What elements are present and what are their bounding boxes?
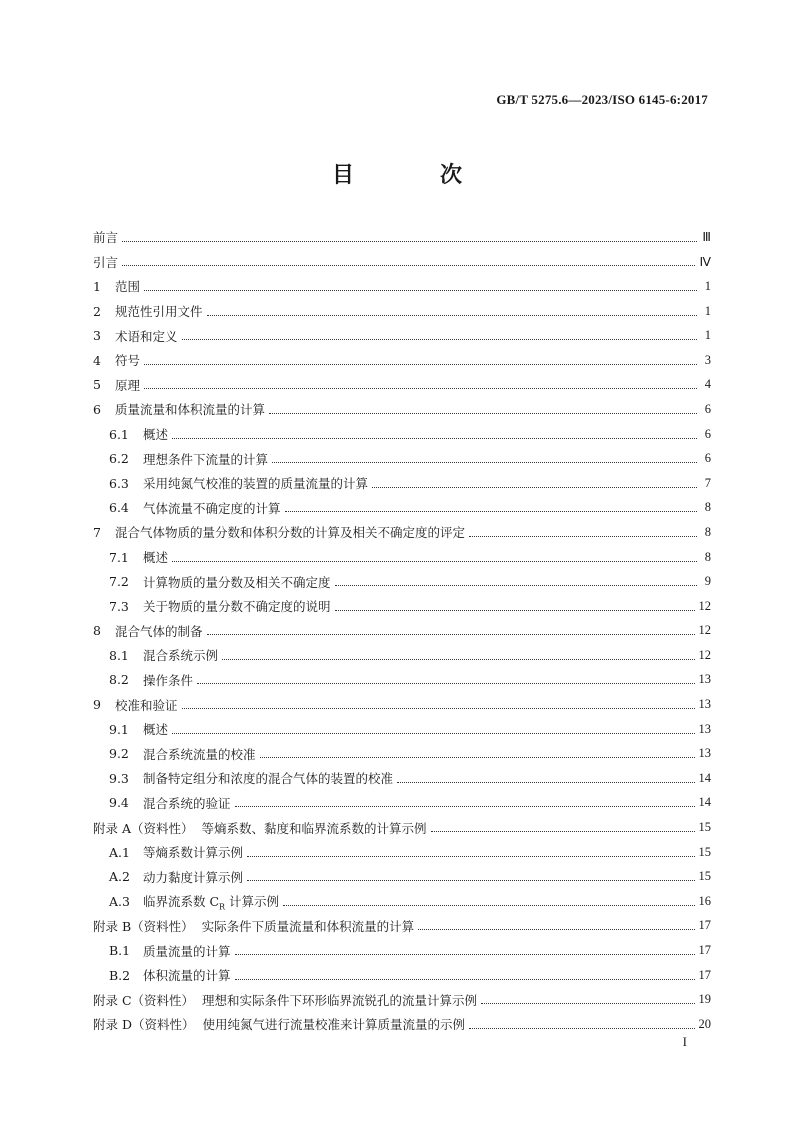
toc-entry-page: 15 xyxy=(698,869,711,884)
toc-entry[interactable] xyxy=(93,299,711,324)
toc-entry-title: 概述 xyxy=(143,427,169,443)
toc-entry-number: 2 xyxy=(93,303,101,319)
toc-entry-title: 临界流系数 $C_R$ 计算示例 xyxy=(143,893,280,912)
toc-entry-title: 符号 xyxy=(115,353,141,369)
page-title: 目 次 xyxy=(331,163,494,188)
dot-leader xyxy=(260,745,695,758)
dot-leader xyxy=(431,819,695,832)
toc-entry[interactable] xyxy=(93,225,711,250)
toc-entry-title: 等熵系数、黏度和临界流系数的计算示例 xyxy=(201,820,427,836)
toc-entry-title: 动力黏度计算示例 xyxy=(143,869,244,885)
toc-entry-title: 使用纯氮气进行流量校准来计算质量流量的示例 xyxy=(202,1017,466,1033)
toc-entry[interactable] xyxy=(93,619,711,644)
toc-entry-title: 混合系统的验证 xyxy=(143,795,231,811)
toc-entry-title: 前言 xyxy=(93,230,119,246)
dot-leader xyxy=(172,549,697,562)
dot-leader xyxy=(272,450,697,463)
dot-leader xyxy=(469,524,697,537)
toc-entry[interactable] xyxy=(93,717,711,742)
toc-entry-number: 1 xyxy=(93,278,101,294)
toc-entry[interactable] xyxy=(93,373,711,398)
toc-entry[interactable] xyxy=(93,643,711,668)
toc-entry-page: 4 xyxy=(704,377,711,392)
toc-entry[interactable] xyxy=(93,496,711,521)
toc-entry-title: 关于物质的量分数不确定度的说明 xyxy=(143,599,331,615)
toc-entry-number: 8.1 xyxy=(109,647,129,663)
toc-entry-title: 混合气体的制备 xyxy=(115,623,203,639)
toc-entry[interactable] xyxy=(93,250,711,275)
dot-leader xyxy=(335,598,695,611)
toc-entry-page: 17 xyxy=(698,918,711,933)
toc-entry-number: 6 xyxy=(93,401,101,417)
toc-entry[interactable] xyxy=(93,938,711,963)
toc-entry-page: 6 xyxy=(704,401,711,416)
toc-entry-number: 7 xyxy=(93,524,101,540)
toc-entry-title: 理想和实际条件下环形临界流锐孔的流量计算示例 xyxy=(202,992,478,1008)
toc-entry[interactable] xyxy=(93,520,711,545)
toc-entry-number: 附录 A（资料性） xyxy=(93,820,194,836)
toc-entry-page: 19 xyxy=(698,992,711,1007)
toc-entry-number: 9 xyxy=(93,697,101,713)
toc-entry[interactable] xyxy=(93,840,711,865)
toc-entry[interactable] xyxy=(93,668,711,693)
dot-leader xyxy=(372,475,697,488)
toc-entry-page: 12 xyxy=(698,623,711,638)
dot-leader xyxy=(469,1016,694,1029)
toc-entry-page: 9 xyxy=(704,574,711,589)
toc-entry-page: 17 xyxy=(698,943,711,958)
toc-entry-number: 6.1 xyxy=(109,426,129,442)
toc-entry-page: 20 xyxy=(698,1016,711,1031)
toc-entry-title: 质量流量的计算 xyxy=(143,943,231,959)
table-of-contents xyxy=(93,225,711,1037)
toc-entry-title: 等熵系数计算示例 xyxy=(143,845,244,861)
toc-entry[interactable] xyxy=(93,987,711,1012)
toc-entry-number: 6.3 xyxy=(109,475,129,491)
toc-entry-page: 13 xyxy=(698,697,711,712)
dot-leader xyxy=(144,278,697,291)
toc-entry-number: 9.4 xyxy=(109,795,129,811)
dot-leader xyxy=(172,721,694,734)
toc-entry[interactable] xyxy=(93,741,711,766)
toc-entry-page: 1 xyxy=(704,303,711,318)
dot-leader xyxy=(235,967,695,980)
toc-entry-page: 13 xyxy=(698,672,711,687)
toc-entry-title: 混合系统示例 xyxy=(143,648,219,664)
toc-entry-number: 4 xyxy=(93,352,101,368)
toc-entry-number: 7.1 xyxy=(109,549,129,565)
toc-entry-title: 计算物质的量分数及相关不确定度 xyxy=(143,574,331,590)
toc-entry-page: 6 xyxy=(704,426,711,441)
dot-leader xyxy=(182,696,695,709)
toc-entry-page: 13 xyxy=(698,721,711,736)
toc-entry[interactable] xyxy=(93,889,711,914)
toc-entry[interactable] xyxy=(93,963,711,988)
dot-leader xyxy=(122,229,697,242)
toc-entry-page: 8 xyxy=(704,500,711,515)
toc-entry-title: 混合系统流量的校准 xyxy=(143,746,256,762)
toc-entry-page: 15 xyxy=(698,820,711,835)
toc-entry-number: 6.2 xyxy=(109,451,129,467)
toc-entry-title: 制备特定组分和浓度的混合气体的装置的校准 xyxy=(143,771,394,787)
dot-leader xyxy=(172,426,697,439)
toc-entry-number: A.1 xyxy=(109,844,130,860)
toc-entry-page: 12 xyxy=(698,598,711,613)
dot-leader xyxy=(207,303,697,316)
dot-leader xyxy=(247,844,694,857)
toc-entry-number: 8 xyxy=(93,623,101,639)
dot-leader xyxy=(144,376,697,389)
toc-entry-number: B.1 xyxy=(109,943,131,959)
toc-entry-page: 14 xyxy=(698,770,711,785)
dot-leader xyxy=(122,253,695,266)
toc-entry-page: 1 xyxy=(704,278,711,293)
toc-entry-number: 6.4 xyxy=(109,500,129,516)
toc-entry-page: 1 xyxy=(704,328,711,343)
dot-leader xyxy=(335,573,697,586)
toc-entry-title: 理想条件下流量的计算 xyxy=(143,451,269,467)
dot-leader xyxy=(247,868,694,881)
dot-leader xyxy=(269,401,697,414)
toc-entry[interactable] xyxy=(93,815,711,840)
toc-entry-number: 8.2 xyxy=(109,672,129,688)
toc-entry[interactable] xyxy=(93,766,711,791)
toc-entry-title: 气体流量不确定度的计算 xyxy=(143,500,281,516)
toc-entry-number: B.2 xyxy=(109,967,131,983)
toc-entry-number: A.2 xyxy=(109,869,130,885)
toc-entry[interactable] xyxy=(93,397,711,422)
dot-leader xyxy=(235,942,695,955)
dot-leader xyxy=(283,893,694,906)
toc-entry-page: 17 xyxy=(698,967,711,982)
toc-entry-page: 16 xyxy=(698,893,711,908)
toc-entry[interactable] xyxy=(93,274,711,299)
dot-leader xyxy=(397,770,694,783)
toc-entry-title: 体积流量的计算 xyxy=(143,968,231,984)
toc-entry-number: 附录 C（资料性） xyxy=(93,992,195,1008)
toc-entry[interactable] xyxy=(93,545,711,570)
toc-entry-title: 混合气体物质的量分数和体积分数的计算及相关不确定度的评定 xyxy=(115,525,466,541)
toc-entry-number: 9.2 xyxy=(109,746,129,762)
toc-entry-title: 规范性引用文件 xyxy=(115,304,203,320)
toc-entry-title: 引言 xyxy=(93,254,119,270)
dot-leader xyxy=(481,991,694,1004)
toc-entry[interactable] xyxy=(93,471,711,496)
toc-entry[interactable] xyxy=(93,323,711,348)
toc-entry[interactable] xyxy=(93,1012,711,1037)
toc-entry-title: 实际条件下质量流量和体积流量的计算 xyxy=(201,918,415,934)
toc-entry-title: 校准和验证 xyxy=(115,697,178,713)
toc-entry-title: 范围 xyxy=(115,279,141,295)
dot-leader xyxy=(285,499,697,512)
toc-entry[interactable] xyxy=(93,422,711,447)
toc-entry[interactable] xyxy=(93,569,711,594)
toc-entry-title: 术语和定义 xyxy=(115,328,178,344)
toc-entry-number: A.3 xyxy=(109,893,130,909)
toc-entry[interactable] xyxy=(93,864,711,889)
toc-entry-number: 7.2 xyxy=(109,574,129,590)
toc-entry-number: 7.3 xyxy=(109,598,129,614)
toc-entry-page: 7 xyxy=(704,475,711,490)
toc-entry-page: 13 xyxy=(698,746,711,761)
toc-entry-page: 14 xyxy=(698,795,711,810)
toc-entry-page: 6 xyxy=(704,451,711,466)
toc-entry[interactable] xyxy=(93,348,711,373)
toc-entry-page: 12 xyxy=(698,647,711,662)
toc-entry-page: 8 xyxy=(704,549,711,564)
dot-leader xyxy=(144,352,697,365)
toc-entry-page: 3 xyxy=(704,352,711,367)
toc-entry-title: 质量流量和体积流量的计算 xyxy=(115,402,266,418)
toc-entry-number: 5 xyxy=(93,377,101,393)
dot-leader xyxy=(418,917,694,930)
toc-entry-title: 概述 xyxy=(143,550,169,566)
dot-leader xyxy=(182,327,697,340)
toc-entry-title: 概述 xyxy=(143,722,169,738)
toc-entry-page: 8 xyxy=(704,524,711,539)
toc-entry[interactable] xyxy=(93,692,711,717)
dot-leader xyxy=(235,794,695,807)
toc-entry-page: Ⅲ xyxy=(702,230,711,245)
toc-entry[interactable] xyxy=(93,791,711,816)
toc-entry-page: Ⅳ xyxy=(699,254,711,269)
toc-entry-page: 15 xyxy=(698,844,711,859)
toc-entry[interactable] xyxy=(93,914,711,939)
toc-entry-title: 原理 xyxy=(115,377,141,393)
toc-entry-title: 操作条件 xyxy=(143,672,194,688)
dot-leader xyxy=(207,622,695,635)
header-standard-code: GB/T 5275.6—2023/ISO 6145-6:2017 xyxy=(496,92,708,107)
toc-entry-number: 9.1 xyxy=(109,721,129,737)
toc-entry[interactable] xyxy=(93,446,711,471)
toc-entry-number: 9.3 xyxy=(109,770,129,786)
footer-page-number: I xyxy=(682,1034,687,1049)
toc-entry-number: 附录 B（资料性） xyxy=(93,918,194,934)
dot-leader xyxy=(197,671,694,684)
toc-entry-number: 附录 D（资料性） xyxy=(93,1017,195,1033)
toc-entry[interactable] xyxy=(93,594,711,619)
toc-entry-title: 采用纯氮气校准的装置的质量流量的计算 xyxy=(143,476,369,492)
dot-leader xyxy=(222,647,694,660)
toc-entry-number: 3 xyxy=(93,328,101,344)
